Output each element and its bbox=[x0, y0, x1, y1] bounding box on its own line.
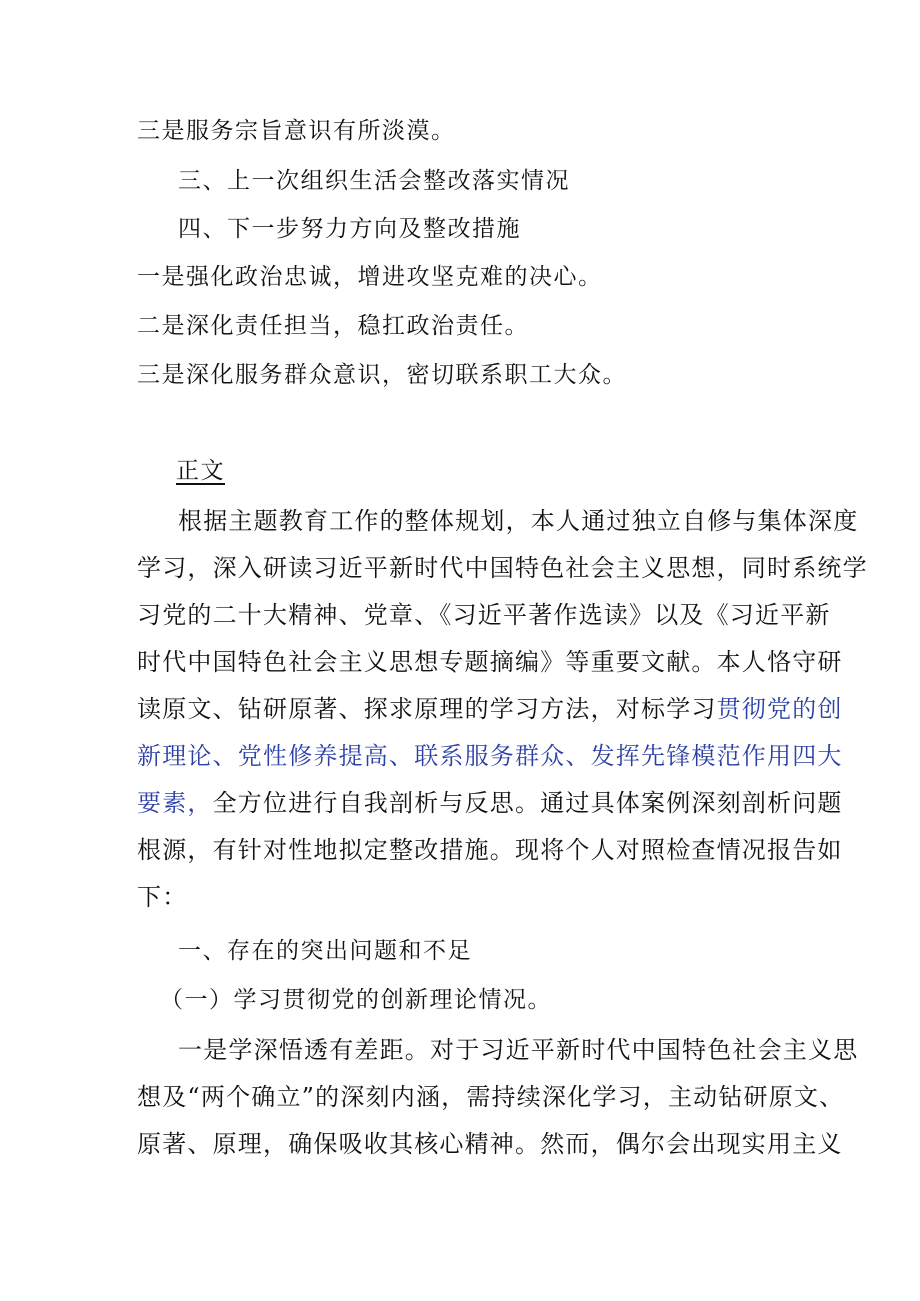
section-one-title: 一、存在的突出问题和不足 bbox=[178, 938, 472, 964]
paragraph-2-line-1: 一是学深悟透有差距。对于习近平新时代中国特色社会主义思 bbox=[178, 1036, 859, 1064]
paragraph-1-line-7-highlight: 要素， bbox=[137, 789, 213, 817]
paragraph-1-line-4: 时代中国特色社会主义思想专题摘编》等重要文献。本人恪守研 bbox=[137, 648, 843, 676]
intro-line-1: 三是服务宗旨意识有所淡漠。 bbox=[137, 118, 456, 144]
main-text-heading: 正文 bbox=[176, 458, 225, 484]
subsection-one-title: （一）学习贯彻党的创新理论情况。 bbox=[160, 987, 552, 1013]
paragraph-1-line-3: 习党的二十大精神、党章、《习近平著作选读》以及《习近平新 bbox=[137, 601, 831, 629]
section-three-title: 三、上一次组织生活会整改落实情况 bbox=[178, 168, 570, 194]
measure-line-1: 一是强化政治忠诚，增进攻坚克难的决心。 bbox=[137, 264, 603, 290]
paragraph-2-line-3: 原著、原理，确保吸收其核心精神。然而，偶尔会出现实用主义 bbox=[137, 1130, 843, 1158]
paragraph-1-line-9: 下： bbox=[137, 883, 188, 911]
paragraph-1-line-5-plain: 读原文、钻研原著、探求原理的学习方法，对标学习 bbox=[137, 695, 717, 723]
measure-line-3: 三是深化服务群众意识，密切联系职工大众。 bbox=[137, 362, 627, 388]
measure-line-2: 二是深化责任担当，稳扛政治责任。 bbox=[137, 313, 529, 339]
paragraph-2-line-2: 想及“两个确立”的深刻内涵，需持续深化学习，主动钻研原文、 bbox=[137, 1083, 845, 1111]
paragraph-1-line-5-highlight: 贯彻党的创 bbox=[716, 695, 843, 723]
section-four-title: 四、下一步努力方向及整改措施 bbox=[178, 216, 521, 242]
paragraph-1-line-8: 根源，有针对性地拟定整改措施。现将个人对照检查情况报告如 bbox=[137, 836, 843, 864]
paragraph-1-line-5 bbox=[137, 694, 843, 724]
paragraph-1-line-2: 学习，深入研读习近平新时代中国特色社会主义思想，同时系统学 bbox=[137, 554, 868, 582]
paragraph-1-line-1: 根据主题教育工作的整体规划，本人通过独立自修与集体深度 bbox=[178, 507, 859, 535]
paragraph-1-line-6-highlight: 新理论、党性修养提高、联系服务群众、发挥先锋模范作用四大 bbox=[137, 742, 843, 770]
paragraph-1-line-7 bbox=[137, 788, 843, 818]
paragraph-1-line-7-plain: 全方位进行自我剖析与反思。通过具体案例深刻剖析问题 bbox=[212, 789, 843, 817]
